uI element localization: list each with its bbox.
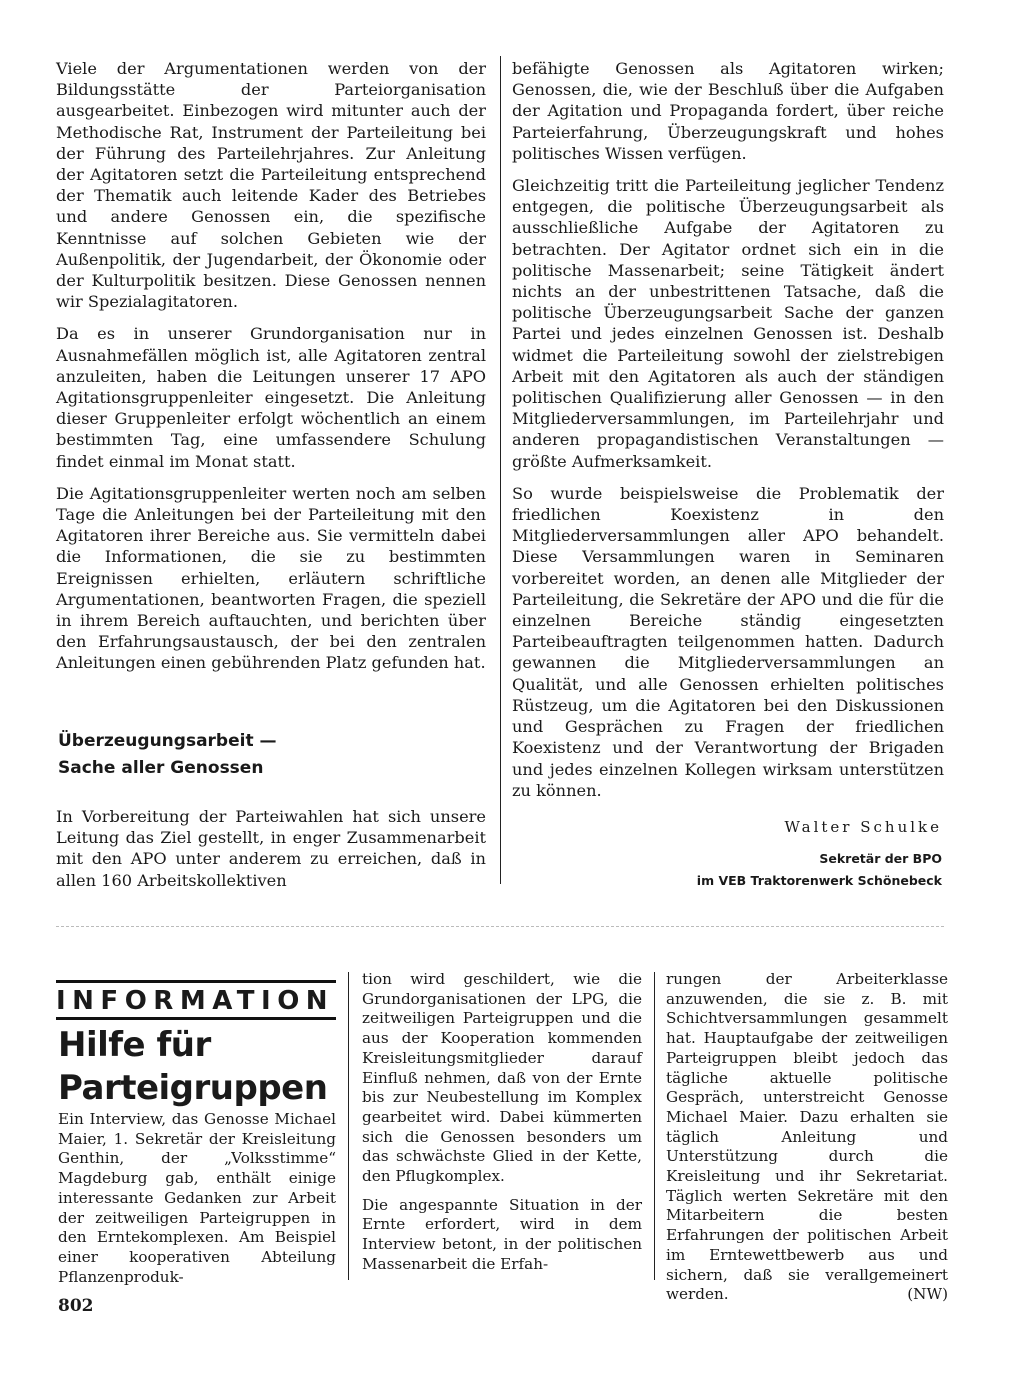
article-paragraph: Die Agitationsgruppenleiter werten noch am selben Tage die Anleitungen bei der Parteileitung mit den Agitatoren ihrer Bereiche aus. Sie vermitteln dabei die Informationen, die sie zu bestimmten Ereignissen erhielten, erläutern schriftliche Argumentationen, beantworten Fragen, die speziell in ihrem Bereich auftauchten, und berichten über den Erfahrungsaustausch, der bei den zentralen Anleitungen einen gebührenden Platz gefunden hat. bbox=[56, 483, 486, 673]
information-title bbox=[58, 1024, 348, 1110]
subheading-line: Überzeugungsarbeit — bbox=[58, 731, 277, 751]
article-column-left bbox=[56, 58, 486, 674]
page-number: 802 bbox=[58, 1296, 94, 1316]
article-paragraph: In Vorbereitung der Parteiwahlen hat sich unsere Leitung das Ziel gestellt, in enger Zusammenarbeit mit den APO unter anderem zu erreichen, daß in allen 160 Arbeitskollektiven bbox=[56, 807, 486, 890]
article-column-left-continued bbox=[56, 806, 486, 891]
section-separator bbox=[56, 926, 944, 927]
subheading-line: Sache aller Genossen bbox=[58, 758, 264, 778]
article-paragraph: Viele der Argumentationen werden von der Bildungsstätte der Parteiorganisation ausgearbeitet. Einbezogen wird mitunter auch der Methodische Rat, Instrument der Parteileitung bei der Führung des Parteilehrjahres. Zur Anleitung der Agitatoren setzt die Parteileitung entsprechend der Thematik auch leitende Kader des Betriebes und andere Genossen ein, die spezifische Kenntnisse auf solchen Gebieten wie der Außenpolitik, der Jugendarbeit, der Ökonomie oder der Kulturpolitik besitzen. Diese Genossen nennen wir Spezialagitatoren. bbox=[56, 59, 486, 312]
information-banner-text: INFORMATION bbox=[56, 986, 335, 1016]
source-tag: (NW) bbox=[907, 1285, 948, 1304]
article-paragraph: Gleichzeitig tritt die Parteileitung jeglicher Tendenz entgegen, die politische Überzeugungsarbeit als ausschließliche Aufgabe der Agitatoren zu betrachten. Der Agitator ordnet sich ein in die politische Massenarbeit; seine Tätigkeit ändert nichts an der unbestrittenen Tatsache, daß die politische Überzeugungsarbeit Sache der ganzen Partei und jedes einzelnen Genossen ist. Deshalb widmet die Parteileitung sowohl der zielstrebigen Arbeit mit den Agitatoren als auch der ständigen politischen Qualifizierung aller Genossen — in den Mitgliederversammlungen, im Parteilehrjahr und anderen propagandistischen Veranstaltungen — größte Aufmerksamkeit. bbox=[512, 176, 944, 471]
article-subheading bbox=[58, 728, 488, 782]
article-paragraph: So wurde beispielsweise die Problematik der friedlichen Koexistenz in den Mitgliederversammlungen aller APO behandelt. Diese Versammlungen waren in Seminaren vorbereitet worden, an denen alle Mitglieder der Parteileitung, die Sekretäre der APO und die für die einzelnen Bereiche ständig eingesetzten Parteibeauftragten teilgenommen hatten. Dadurch gewannen die Mitgliederversammlungen an Qualität, und alle Genossen erhielten politisches Rüstzeug, um die Agitatoren bei den Diskussionen und Gesprächen zu Fragen der friedlichen Koexistenz und der Verantwortung der Brigaden und jedes einzelnen Kollegen wirksam unterstützen zu können. bbox=[512, 483, 944, 800]
information-banner bbox=[56, 980, 336, 1020]
information-column-1 bbox=[58, 1110, 336, 1296]
author-signature bbox=[697, 818, 942, 892]
author-affiliation: im VEB Traktorenwerk Schönebeck bbox=[696, 873, 942, 888]
article-paragraph: Da es in unserer Grundorganisation nur in Ausnahmefällen möglich ist, alle Agitatoren zentral anzuleiten, haben die Leitungen unserer 17 APO Agitationsgruppenleiter eingesetzt. Die Anleitung dieser Gruppenleiter erfolgt wöchentlich an einem bestimmten Tag, eine umfassendere Schulung findet einmal im Monat statt. bbox=[56, 324, 486, 471]
column-divider bbox=[654, 972, 655, 1280]
author-name: Walter Schulke bbox=[784, 818, 942, 836]
information-column-3 bbox=[666, 970, 948, 1314]
information-paragraph bbox=[666, 970, 948, 1305]
information-paragraph: tion wird geschildert, wie die Grundorganisationen der LPG, die zeitweiligen Parteigruppen und die aus der Kooperation kommenden Kreisleitungsmitglieder darauf Einfluß nehmen, daß von der Ernte bis zur Neubestellung im Komplex gearbeitet wird. Dabei kümmerten sich die Genossen besonders um das schwächste Glied in der Kette, den Pflugkomplex. bbox=[362, 970, 642, 1186]
information-paragraph: Die angespannte Situation in der Ernte erfordert, wird in dem Interview betont, in der politischen Massenarbeit die Erfah- bbox=[362, 1195, 642, 1273]
information-paragraph: Ein Interview, das Genosse Michael Maier, 1. Sekretär der Kreisleitung Genthin, der „Volksstimme“ Magdeburg gab, enthält einige interessante Gedanken zur Arbeit der zeitweiligen Parteigruppen in den Erntekomplexen. Am Beispiel einer kooperativen Abteilung Pflanzenproduk- bbox=[58, 1110, 336, 1286]
information-title-line: Hilfe für bbox=[58, 1025, 211, 1065]
information-paragraph-text: rungen der Arbeiterklasse anzuwenden, die sie z. B. mit Schichtversammlungen gesammelt hat. Hauptaufgabe der zeitweiligen Parteigruppen bleibt jedoch das tägliche aktuelle politische Gespräch, unterstreicht Genosse Michael Maier. Dazu erhalten sie täglich Anleitung und Unterstützung durch die Kreisleitung und ihr Sekretariat. Täglich werten Sekretäre mit den Mitarbeitern die besten Erfahrungen der politischen Arbeit im Erntewettbewerb aus und sichern, daß sie verallgemeinert werden. bbox=[666, 970, 948, 1304]
article-paragraph: befähigte Genossen als Agitatoren wirken; Genossen, die, wie der Beschluß über die Aufgaben der Agitation und Propaganda fordert, über reiche Parteierfahrung, Überzeugungskraft und hohes politisches Wissen verfügen. bbox=[512, 59, 944, 163]
information-title-line: Parteigruppen bbox=[58, 1068, 328, 1108]
column-divider bbox=[348, 972, 349, 1280]
author-role: Sekretär der BPO bbox=[819, 851, 942, 866]
column-divider bbox=[500, 56, 501, 884]
information-column-2 bbox=[362, 970, 642, 1284]
article-column-right bbox=[512, 58, 944, 801]
